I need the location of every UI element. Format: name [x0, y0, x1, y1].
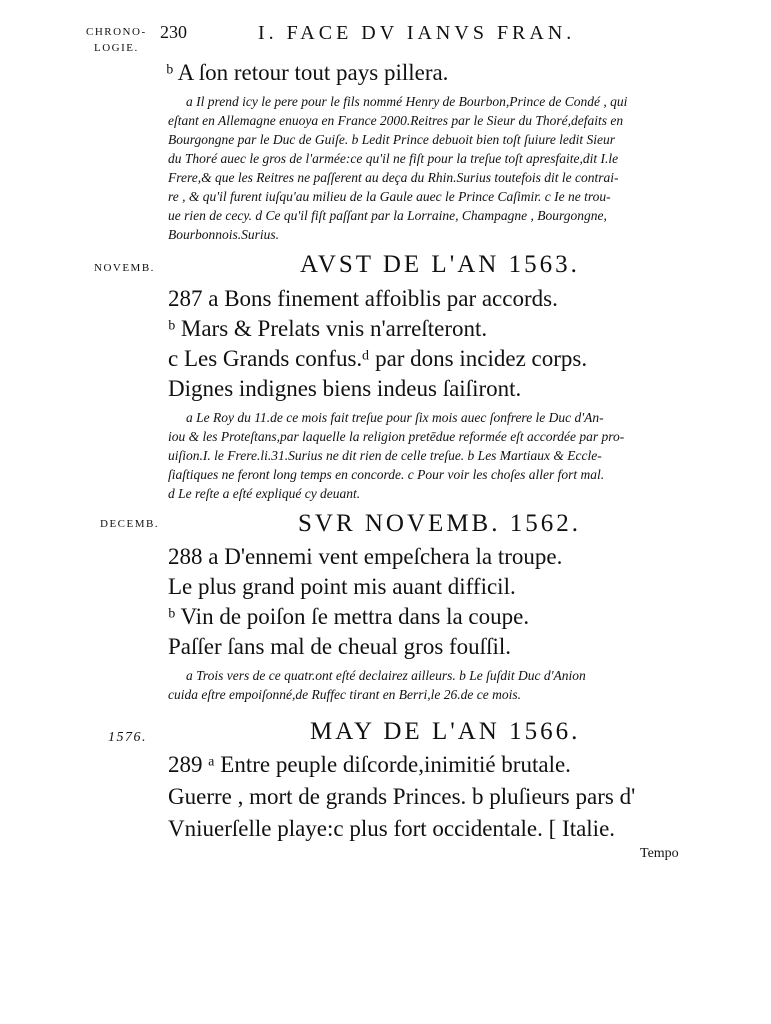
margin-label-chronologie-2: LOGIE. [94, 42, 139, 54]
verse-line: ᵇ Mars & Prelats vnis n'arreſteront. [168, 316, 488, 341]
verse-line: ᵇ A ſon retour tout pays pillera. [166, 60, 449, 85]
page-number: 230 [160, 22, 187, 42]
verse-line: Le plus grand point mis auant difficil. [168, 574, 516, 599]
note-line: uiſion.I. le Frere.li.31.Surius ne dit rien de celle treſue. b Les Martiaux & Eccle- [168, 448, 602, 463]
verse-line: 289 ᵃ Entre peuple diſcorde,inimitié brutale. [168, 752, 571, 777]
margin-date-label: DECEMB. [100, 518, 160, 530]
verse-line: Paſſer ſans mal de cheual gros fouſſil. [168, 634, 511, 659]
note-line: re , & qu'il furent iuſqu'au milieu de la Gaule auec le Prince Caſimir. c Ie ne trou- [168, 189, 611, 204]
verse-line: 288 a D'ennemi vent empeſchera la troupe. [168, 544, 563, 569]
running-title: I. FACE DV IANVS FRAN. [258, 22, 576, 44]
verse-line: Vniuerſelle playe:c plus fort occidentale. [ Italie. [168, 816, 616, 841]
section-title: SVR NOVEMB. 1562. [298, 510, 581, 537]
verse-line: Guerre , mort de grands Princes. b pluſieurs pars d' [168, 784, 636, 809]
catchword: Tempo [640, 846, 679, 861]
note-line: ue rien de cecy. d Ce qu'il fiſt paſſant par la Lorraine, Champagne , Bourgongne, [168, 208, 607, 223]
verse-line: Dignes indignes biens indeus ſaiſiront. [168, 376, 522, 401]
note-line: eſtant en Allemagne enuoya en France 2000.Reitres par le Sieur du Thoré,defaits en [168, 113, 624, 128]
section-title: MAY DE L'AN 1566. [310, 718, 581, 745]
verse-line: c Les Grands confus.ᵈ par dons incidez corps. [168, 346, 588, 371]
note-line: Bourgongne par le Duc de Guiſe. b Ledit Prince debuoit bien toſt ſuiure ledit Sieur [168, 132, 616, 147]
verse-line: 287 a Bons finement affoiblis par accords. [168, 286, 558, 311]
note-line: Bourbonnois.Surius. [168, 227, 280, 242]
note-line: d Le reſte a eſté expliqué cy deuant. [168, 486, 361, 501]
note-line: a Le Roy du 11.de ce mois fait treſue pour ſix mois auec ſonfrere le Duc d'An- [186, 410, 604, 425]
margin-date-label: NOVEMB. [94, 262, 155, 274]
margin-date-label: 1576. [108, 730, 147, 745]
margin-label-chronologie: CHRONO- [86, 26, 147, 38]
note-line: iou & les Proteſtans,par laquelle la religion pretēdue reformée eſt accordée par pro- [168, 429, 625, 444]
note-line: a Trois vers de ce quatr.ont eſté declairez ailleurs. b Le ſuſdit Duc d'Anion [186, 668, 586, 683]
verse-line: ᵇ Vin de poiſon ſe mettra dans la coupe. [168, 604, 530, 629]
note-line: a Il prend icy le pere pour le fils nommé Henry de Bourbon,Prince de Condé , qui [186, 94, 628, 109]
note-line: Frere,& que les Reitres ne paſſerent au deça du Rhin.Surius toutefois dit le contrai- [168, 170, 619, 185]
note-line: cuida eſtre empoiſonné,de Ruffec tirant en Berri,le 26.de ce mois. [168, 687, 522, 702]
note-line: du Thoré auec le gros de l'armée:ce qu'il ne fiſt pour la treſue toſt apresfaite,dit I.le [168, 151, 619, 166]
section-title: AVST DE L'AN 1563. [300, 251, 580, 278]
note-line: ſiaſtiques ne feront long temps en concorde. c Pour voir les choſes aller fort mal. [168, 467, 605, 482]
